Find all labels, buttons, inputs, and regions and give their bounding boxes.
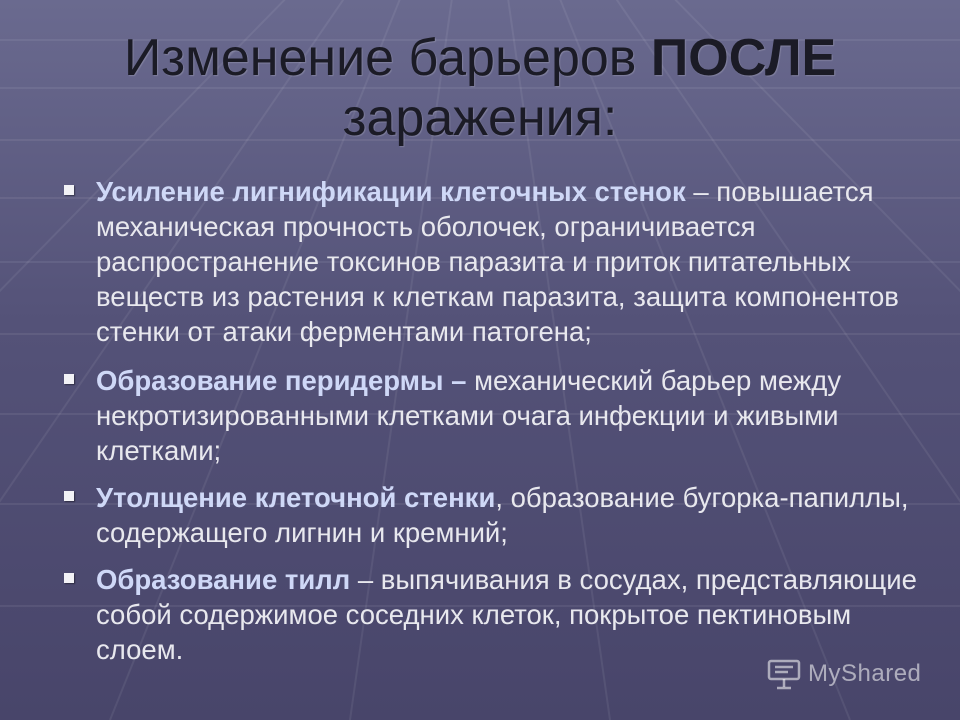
list-item <box>60 480 920 550</box>
watermark <box>766 654 921 694</box>
square-bullet-icon <box>64 185 74 195</box>
bullet-list <box>60 174 920 667</box>
item-term: Образование тилл <box>96 564 351 595</box>
title-line-1 <box>0 28 960 88</box>
item-term: Усиление лигнификации клеточных стенок <box>96 176 686 207</box>
slide-title <box>0 28 960 148</box>
item-description: – выпячивания в сосудах, представляющие собой содержимое соседних клеток, покрытое пектиновым слоем. <box>96 564 917 665</box>
square-bullet-icon <box>64 491 74 501</box>
square-bullet-icon <box>64 374 74 384</box>
list-item <box>60 562 920 667</box>
list-item <box>60 174 920 349</box>
item-term: Утолщение клеточной стенки <box>96 482 496 513</box>
title-line-2: заражения: <box>342 89 618 147</box>
item-description: механический барьер между некротизированными клетками очага инфекции и живыми клетками; <box>96 365 842 466</box>
item-description: , образование бугорка-папиллы, содержащего лигнин и кремний; <box>96 482 909 548</box>
item-term: Образование перидермы – <box>96 365 467 396</box>
title-emphasis: ПОСЛЕ <box>650 29 837 87</box>
item-description: – повышается механическая прочность оболочек, ограничивается распространение токсинов паразита и приток питательных веществ из растения к клеткам паразита, защита компонентов стенки от атаки ферментами патогена; <box>96 176 899 347</box>
title-prefix: Изменение барьеров <box>123 29 651 87</box>
watermark-text: MyShared <box>808 660 922 687</box>
square-bullet-icon <box>64 573 74 583</box>
presentation-board-icon <box>766 657 802 691</box>
list-item <box>60 363 920 468</box>
